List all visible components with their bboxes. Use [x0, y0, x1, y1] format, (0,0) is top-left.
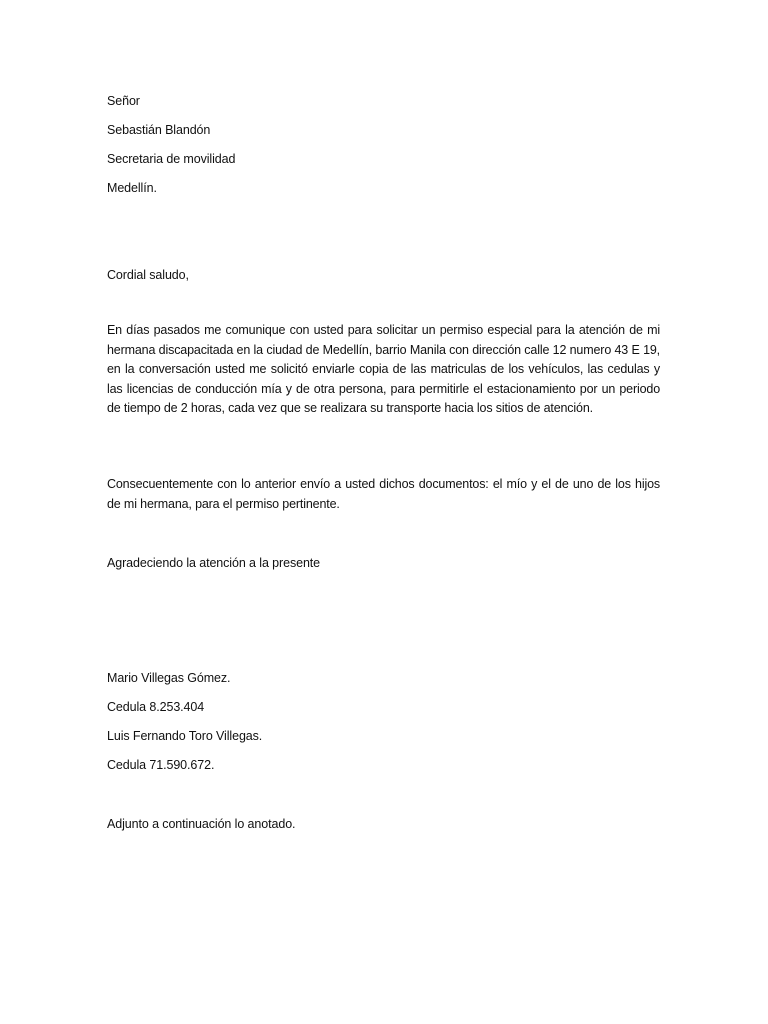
- attachment-note: Adjunto a continuación lo anotado.: [107, 817, 296, 831]
- signatory-2-id: Cedula 71.590.672.: [107, 758, 215, 772]
- signatory-1-name: Mario Villegas Gómez.: [107, 671, 231, 685]
- closing-line: Agradeciendo la atención a la presente: [107, 556, 321, 570]
- body-paragraph-2: Consecuentemente con lo anterior envío a usted dichos documentos: el mío y el de uno de los hijos de mi hermana, para el permiso pertinente.: [107, 477, 660, 511]
- recipient-title: Señor: [107, 94, 140, 108]
- signatory-1-id: Cedula 8.253.404: [107, 700, 205, 714]
- recipient-name: Sebastián Blandón: [107, 123, 211, 137]
- signatory-2-name: Luis Fernando Toro Villegas.: [107, 729, 263, 743]
- recipient-city: Medellín.: [107, 181, 157, 195]
- body-paragraph-1: En días pasados me comunique con usted para solicitar un permiso especial para la atención de mi hermana discapacitada en la ciudad de Medellín, barrio Manila con dirección calle 12 numero 43 E 19, en la conversación usted me solicitó enviarle copia de las matriculas de los vehículos, las cedulas y las licencias de conducción mía y de otra persona, para permitirle el estacionamiento por un periodo de tiempo de 2 horas, cada vez que se realizara su transporte hacia los sitios de atención.: [107, 323, 660, 415]
- recipient-office: Secretaria de movilidad: [107, 152, 236, 166]
- greeting: Cordial saludo,: [107, 268, 189, 282]
